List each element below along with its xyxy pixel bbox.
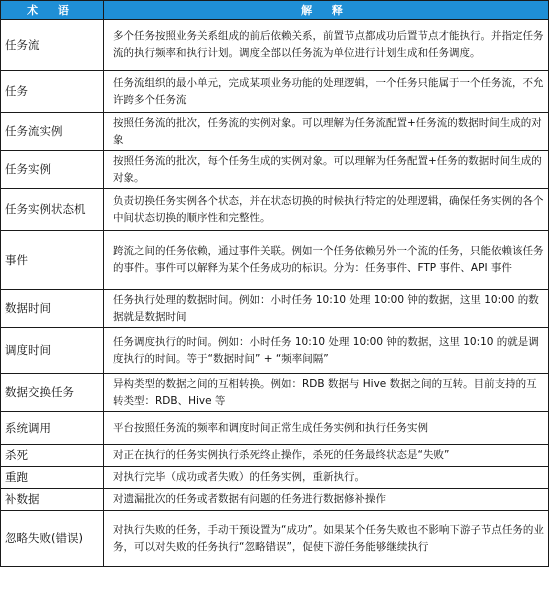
definition-cell: 任务调度执行的时间。例如：小时任务 10:10 处理 10:00 钟的数据，这里 10:10 的就是调度执行的时间。等于“数据时间” + “频率间隔” — [104, 328, 549, 374]
definition-cell: 按照任务流的批次，每个任务生成的实例对象。可以理解为任务配置+任务的数据时间生成的对象。 — [104, 151, 549, 189]
term-cell: 事件 — [1, 231, 104, 290]
definition-cell: 对遗漏批次的任务或者数据有问题的任务进行数据修补操作 — [104, 489, 549, 511]
definition-cell: 对执行完毕（成功或者失败）的任务实例，重新执行。 — [104, 467, 549, 489]
table-row — [1, 489, 549, 511]
table-row — [1, 467, 549, 489]
definition-cell: 任务流组织的最小单元，完成某项业务功能的处理逻辑，一个任务只能属于一个任务流，不允许跨多个任务流 — [104, 71, 549, 113]
table-row — [1, 290, 549, 328]
term-cell: 任务实例状态机 — [1, 189, 104, 231]
table-row — [1, 511, 549, 567]
term-cell: 数据时间 — [1, 290, 104, 328]
definition-cell: 多个任务按照业务关系组成的前后依赖关系，前置节点都成功后置节点才能执行。并指定任务流的执行频率和执行计划。调度全部以任务流为单位进行计划生成和任务调度。 — [104, 20, 549, 71]
table-row — [1, 374, 549, 412]
table-row — [1, 20, 549, 71]
header-definition: 解 释 — [104, 1, 549, 20]
term-cell: 任务流 — [1, 20, 104, 71]
term-cell: 任务实例 — [1, 151, 104, 189]
table-row — [1, 151, 549, 189]
definition-cell: 对正在执行的任务实例执行杀死终止操作，杀死的任务最终状态是“失败” — [104, 445, 549, 467]
definition-cell: 按照任务流的批次，任务流的实例对象。可以理解为任务流配置+任务流的数据时间生成的对象 — [104, 113, 549, 151]
term-cell: 数据交换任务 — [1, 374, 104, 412]
table-row — [1, 113, 549, 151]
table-row — [1, 231, 549, 290]
definition-cell: 平台按照任务流的频率和调度时间正常生成任务实例和执行任务实例 — [104, 412, 549, 445]
table-row — [1, 412, 549, 445]
term-cell: 系统调用 — [1, 412, 104, 445]
term-cell: 重跑 — [1, 467, 104, 489]
table-row — [1, 71, 549, 113]
definition-cell: 负责切换任务实例各个状态，并在状态切换的时候执行特定的处理逻辑，确保任务实例的各个中间状态切换的顺序性和完整性。 — [104, 189, 549, 231]
term-cell: 杀死 — [1, 445, 104, 467]
term-cell: 补数据 — [1, 489, 104, 511]
table-row — [1, 189, 549, 231]
table-row — [1, 328, 549, 374]
definition-cell: 跨流之间的任务依赖，通过事件关联。例如一个任务依赖另外一个流的任务，只能依赖该任务的事件。事件可以解释为某个任务成功的标识。分为：任务事件、FTP 事件、API 事件 — [104, 231, 549, 290]
definition-cell: 任务执行处理的数据时间。例如：小时任务 10:10 处理 10:00 钟的数据，这里 10:00 的数据就是数据时间 — [104, 290, 549, 328]
header-term: 术 语 — [1, 1, 104, 20]
term-cell: 任务流实例 — [1, 113, 104, 151]
term-cell: 调度时间 — [1, 328, 104, 374]
table-row — [1, 445, 549, 467]
term-cell: 任务 — [1, 71, 104, 113]
term-cell: 忽略失败(错误) — [1, 511, 104, 567]
definition-cell: 对执行失败的任务，手动干预设置为“成功”。如果某个任务失败也不影响下游子节点任务的业务，可以对失败的任务执行“忽略错误”，促使下游任务能够继续执行 — [104, 511, 549, 567]
table-header-row — [1, 1, 549, 20]
definition-cell: 异构类型的数据之间的互相转换。例如：RDB 数据与 Hive 数据之间的互转。目前支持的互转类型：RDB、Hive 等 — [104, 374, 549, 412]
